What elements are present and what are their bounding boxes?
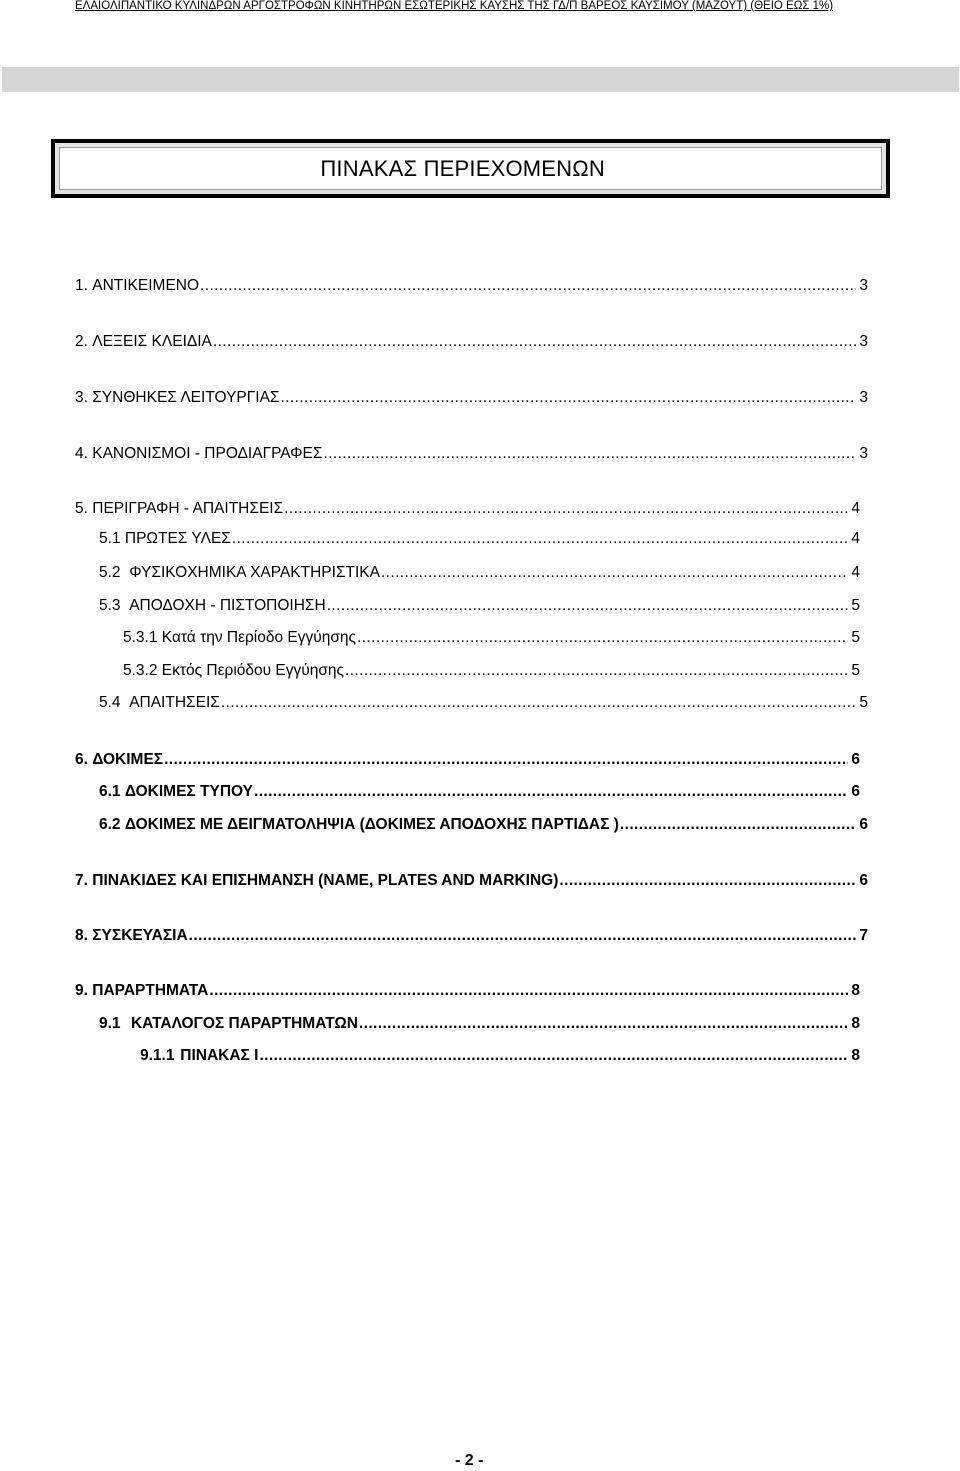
toc-entry-5-3-2[interactable] xyxy=(123,662,860,680)
toc-entry-page: 4 xyxy=(851,564,860,581)
toc-entry-number: 3. xyxy=(75,389,88,406)
toc-entry-text: ΑΠΑΙΤΗΣΕΙΣ xyxy=(129,694,220,711)
toc-dot-leader xyxy=(209,982,848,1000)
toc-entry-text: ΠΡΩΤΕΣ ΥΛΕΣ xyxy=(124,530,231,547)
toc-entry-page: 5 xyxy=(851,662,860,679)
toc-entry-page: 8 xyxy=(851,1015,860,1032)
toc-entry-page: 7 xyxy=(859,927,868,944)
toc-entry-number: 9. xyxy=(75,982,88,999)
toc-entry-text: ΚΑΝΟΝΙΣΜΟΙ - ΠΡΟΔΙΑΓΡΑΦΕΣ xyxy=(92,445,323,462)
toc-entry-6[interactable] xyxy=(75,751,860,769)
toc-entry-text: ΑΝΤΙΚΕΙΜΕΝΟ xyxy=(92,277,200,294)
toc-entry-number: 9.1.1 xyxy=(140,1047,175,1064)
toc-entry-3[interactable] xyxy=(75,389,868,407)
toc-entry-page: 3 xyxy=(859,389,868,406)
toc-entry-text: ΣΥΣΚΕΥΑΣΙΑ xyxy=(92,927,188,944)
page-number: - 2 - xyxy=(455,1452,484,1469)
toc-entry-5-3-1[interactable] xyxy=(123,629,860,647)
toc-entry-number: 1. xyxy=(75,277,88,294)
toc-dot-leader xyxy=(259,1047,848,1065)
toc-title-box xyxy=(51,139,890,198)
toc-entry-5[interactable] xyxy=(75,500,860,518)
toc-entry-number: 5.1 xyxy=(99,530,121,547)
toc-dot-leader xyxy=(213,333,856,351)
toc-entry-text: ΔΟΚΙΜΕΣ xyxy=(92,751,164,768)
toc-entry-1[interactable] xyxy=(75,277,868,295)
toc-entry-number: 9.1 xyxy=(99,1015,121,1032)
toc-entry-text: ΠΕΡΙΓΡΑΦΗ - ΑΠΑΙΤΗΣΕΙΣ xyxy=(92,500,284,517)
toc-entry-number: 8. xyxy=(75,927,88,944)
toc-dot-leader xyxy=(559,872,856,890)
toc-entry-page: 5 xyxy=(859,694,868,711)
toc-entry-text: ΚΑΤΑΛΟΓΟΣ ΠΑΡΑΡΤΗΜΑΤΩΝ xyxy=(130,1015,358,1032)
toc-entry-text: ΛΕΞΕΙΣ ΚΛΕΙΔΙΑ xyxy=(92,333,212,350)
toc-entry-5-4[interactable] xyxy=(99,694,868,712)
toc-entry-text: ΠΙΝΑΚΑΣ Ι xyxy=(180,1047,259,1064)
toc-entry-text: ΑΠΟΔΟΧΗ - ΠΙΣΤΟΠΟΙΗΣΗ xyxy=(129,597,326,614)
gray-divider-band xyxy=(2,67,959,92)
toc-entry-page: 3 xyxy=(859,277,868,294)
toc-dot-leader xyxy=(281,389,857,407)
toc-dot-leader xyxy=(189,927,857,945)
toc-entry-number: 5.4 xyxy=(99,694,121,711)
toc-dot-leader xyxy=(254,783,848,801)
toc-dot-leader xyxy=(164,751,848,769)
toc-entry-page: 4 xyxy=(851,500,860,517)
toc-dot-leader xyxy=(381,564,848,582)
toc-entry-text: Εκτός Περιόδου Εγγύησης xyxy=(161,662,345,679)
toc-entry-page: 6 xyxy=(851,783,860,800)
toc-dot-leader xyxy=(323,445,856,463)
toc-entry-page: 8 xyxy=(851,1047,860,1064)
toc-entry-page: 8 xyxy=(851,982,860,999)
toc-dot-leader xyxy=(359,1015,848,1033)
toc-entry-text: ΣΥΝΘΗΚΕΣ ΛΕΙΤΟΥΡΓΙΑΣ xyxy=(92,389,280,406)
toc-dot-leader xyxy=(357,629,848,647)
toc-entry-page: 5 xyxy=(851,597,860,614)
running-header: ΕΛΑΙΟΛΙΠΑΝΤΙΚΟ ΚΥΛΙΝΔΡΩΝ ΑΡΓΟΣΤΡΟΦΩΝ ΚΙΝΗΤΗΡΩΝ ΕΣΩΤΕΡΙΚΗΣ ΚΑΥΣΗΣ ΤΗΣ ΓΔ/Π ΒΑΡΕΟΣ ΚΑΥΣΙΜΟΥ (ΜΑΖΟΥΤ) (ΘΕΙΟ ΕΩΣ 1%) xyxy=(75,0,834,12)
toc-entry-2[interactable] xyxy=(75,333,868,351)
toc-entry-page: 6 xyxy=(859,872,868,889)
toc-entry-number: 5.3.1 xyxy=(123,629,158,646)
toc-entry-page: 3 xyxy=(859,333,868,350)
toc-dot-leader xyxy=(327,597,849,615)
toc-entry-4[interactable] xyxy=(75,445,868,463)
toc-entry-page: 3 xyxy=(859,445,868,462)
toc-entry-text: ΠΙΝΑΚΙΔΕΣ ΚΑΙ ΕΠΙΣΗΜΑΝΣΗ (NAME, PLATES AND MARKING) xyxy=(92,872,559,889)
toc-entry-number: 6. xyxy=(75,751,88,768)
toc-entry-number: 5. xyxy=(75,500,88,517)
toc-dot-leader xyxy=(345,662,848,680)
toc-entry-6-2[interactable] xyxy=(99,816,868,834)
toc-entry-text: ΔΟΚΙΜΕΣ ΜΕ ΔΕΙΓΜΑΤΟΛΗΨΙΑ (ΔΟΚΙΜΕΣ ΑΠΟΔΟΧΗΣ ΠΑΡΤΙΔΑΣ ) xyxy=(124,816,619,833)
toc-entry-9-1-1[interactable] xyxy=(140,1047,860,1065)
toc-dot-leader xyxy=(200,277,856,295)
toc-entry-7[interactable] xyxy=(75,872,868,890)
toc-dot-leader xyxy=(620,816,856,834)
page-title: ΠΙΝΑΚΑΣ ΠΕΡΙΕΧΟΜΕΝΩΝ xyxy=(320,155,605,181)
toc-entry-number: 2. xyxy=(75,333,88,350)
toc-entry-text: ΠΑΡΑΡΤΗΜΑΤΑ xyxy=(92,982,209,999)
toc-entry-number: 4. xyxy=(75,445,88,462)
toc-entry-5-2[interactable] xyxy=(99,564,860,582)
toc-entry-8[interactable] xyxy=(75,927,868,945)
toc-entry-number: 5.3 xyxy=(99,597,121,614)
toc-entry-number: 7. xyxy=(75,872,88,889)
toc-entry-5-3[interactable] xyxy=(99,597,860,615)
toc-dot-leader xyxy=(284,500,848,518)
toc-entry-page: 6 xyxy=(859,816,868,833)
toc-entry-page: 6 xyxy=(851,751,860,768)
toc-entry-number: 5.2 xyxy=(99,564,121,581)
toc-entry-page: 4 xyxy=(851,530,860,547)
toc-entry-9-1[interactable] xyxy=(99,1015,860,1033)
toc-dot-leader xyxy=(232,530,849,548)
toc-entry-text: ΦΥΣΙΚΟΧΗΜΙΚΑ ΧΑΡΑΚΤΗΡΙΣΤΙΚΑ xyxy=(129,564,380,581)
toc-dot-leader xyxy=(221,694,857,712)
toc-entry-5-1[interactable] xyxy=(99,530,860,548)
toc-entry-number: 6.2 xyxy=(99,816,121,833)
toc-title-inner xyxy=(59,147,882,190)
toc-entry-text: ΔΟΚΙΜΕΣ ΤΥΠΟΥ xyxy=(124,783,253,800)
toc-entry-6-1[interactable] xyxy=(99,783,860,801)
toc-entry-number: 5.3.2 xyxy=(123,662,158,679)
toc-entry-9[interactable] xyxy=(75,982,860,1000)
toc-entry-number: 6.1 xyxy=(99,783,121,800)
toc-entry-page: 5 xyxy=(851,629,860,646)
toc-entry-text: Κατά την Περίοδο Εγγύησης xyxy=(161,629,357,646)
